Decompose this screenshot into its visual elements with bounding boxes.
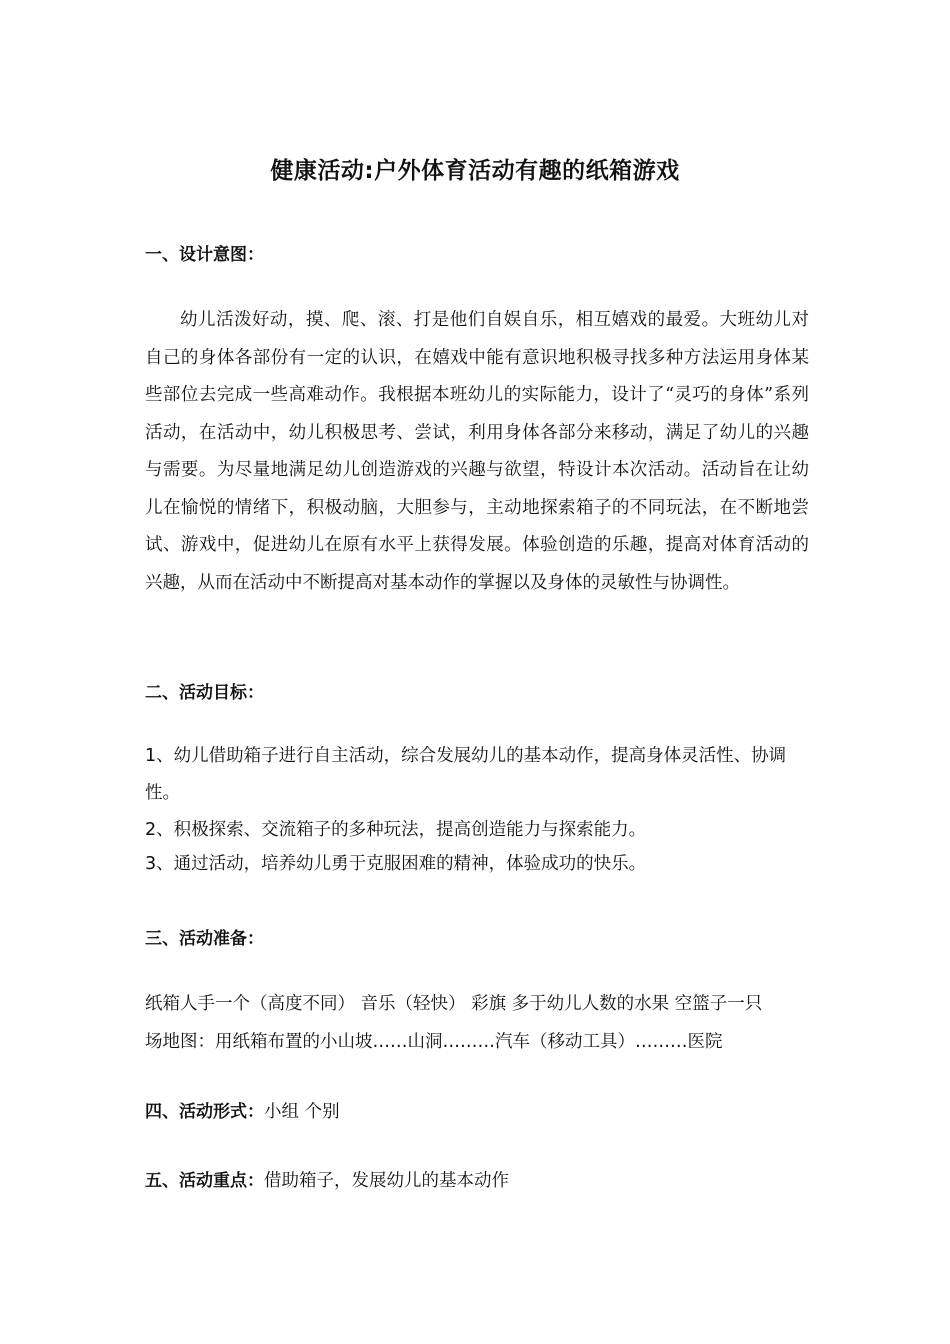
activity-focus-row: [145, 1166, 509, 1192]
activity-form-value: 小组 个别: [264, 1102, 340, 1122]
goal-item: 3、通过活动，培养幼儿勇于克服困难的精神，体验成功的快乐。: [145, 854, 647, 874]
document-title: 健康活动:户外体育活动有趣的纸箱游戏: [270, 158, 680, 184]
section-heading-activity-preparation: 三、活动准备：: [145, 929, 264, 949]
activity-form-row: [145, 1097, 340, 1123]
goal-item: 1、幼儿借助箱子进行自主活动，综合发展幼儿的基本动作，提高身体灵活性、协调性。: [145, 746, 787, 803]
section-heading-design-intent: 一、设计意图：: [145, 245, 264, 265]
preparation-line: 场地图：用纸箱布置的小山坡……山洞………汽车（移动工具）………医院: [145, 1032, 723, 1052]
preparation-line: 纸箱人手一个（高度不同） 音乐（轻快） 彩旗 多于幼儿人数的水果 空篮子一只: [145, 994, 763, 1014]
section-heading-activity-goals: 二、活动目标：: [145, 683, 264, 703]
activity-focus-value: 借助箱子，发展幼儿的基本动作: [264, 1171, 509, 1191]
section-heading-activity-focus: 五、活动重点：: [145, 1171, 264, 1191]
section-heading-activity-form: 四、活动形式：: [145, 1102, 264, 1122]
design-intent-paragraph: 幼儿活泼好动，摸、爬、滚、打是他们自娱自乐，相互嬉戏的最爱。大班幼儿对自己的身体各部份有一定的认识，在嬉戏中能有意识地积极寻找多种方法运用身体某些部位去完成一些高难动作。我根据本班幼儿的实际能力，设计了“灵巧的身体”系列活动，在活动中，幼儿积极思考、尝试，利用身体各部分来移动，满足了幼儿的兴趣与需要。为尽量地满足幼儿创造游戏的兴趣与欲望，特设计本次活动。活动旨在让幼儿在愉悦的情绪下，积极动脑，大胆参与，主动地探索箱子的不同玩法，在不断地尝试、游戏中，促进幼儿在原有水平上获得发展。体验创造的乐趣，提高对体育活动的兴趣，从而在活动中不断提高对基本动作的掌握以及身体的灵敏性与协调性。: [145, 310, 809, 593]
goal-item: 2、积极探索、交流箱子的多种玩法，提高创造能力与探索能力。: [145, 820, 647, 840]
